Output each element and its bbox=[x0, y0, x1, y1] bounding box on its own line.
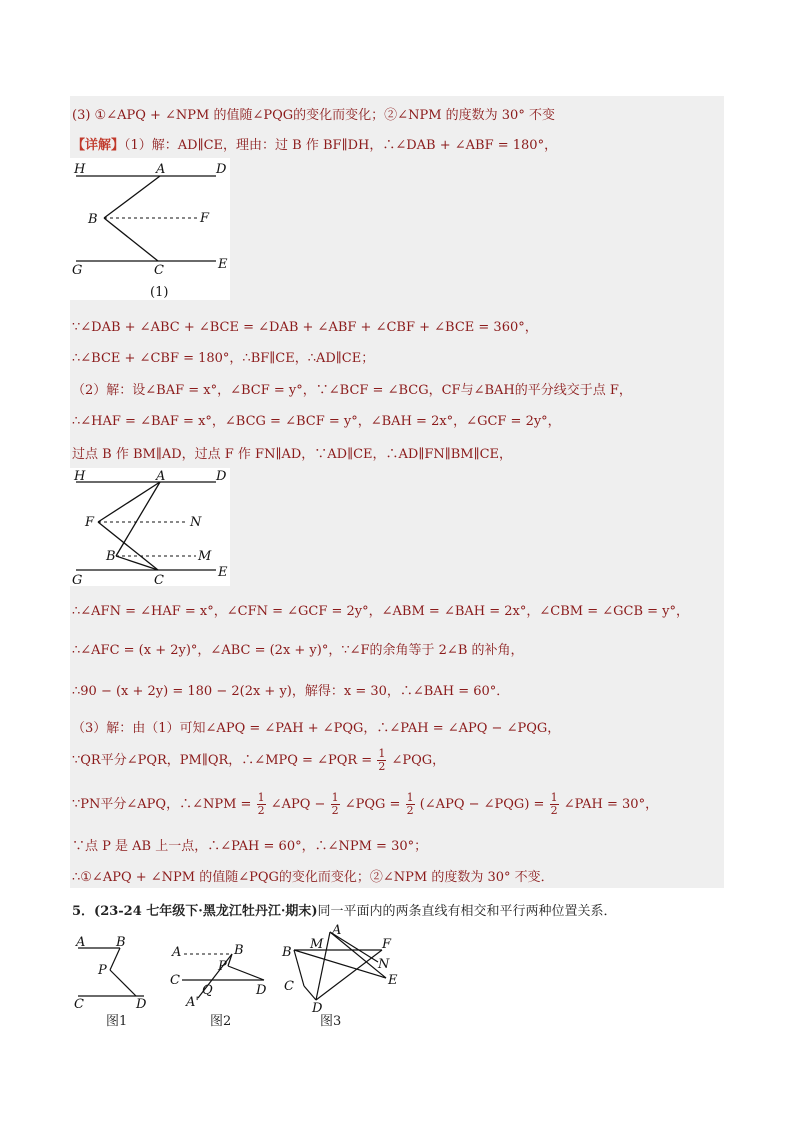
label-B: B bbox=[282, 945, 292, 960]
label-A: A bbox=[76, 935, 86, 950]
fraction-numerator: 1 bbox=[331, 791, 339, 804]
fraction-half bbox=[550, 792, 559, 817]
figure-1-caption: (1) bbox=[150, 285, 169, 300]
line-a: ∵∠DAB + ∠ABC + ∠BCE = ∠DAB + ∠ABF + ∠CBF + ∠BCE = 360°， bbox=[72, 320, 538, 335]
detail-text: （1）解：AD∥CE，理由：过 B 作 BF∥DH，∴∠DAB + ∠ABF = 180°， bbox=[124, 138, 558, 153]
fraction-denominator: 2 bbox=[550, 804, 558, 817]
label-D: D bbox=[216, 162, 227, 177]
label-D: D bbox=[136, 997, 147, 1012]
question-5 bbox=[72, 900, 617, 919]
label-E: E bbox=[218, 565, 228, 580]
line-j bbox=[72, 748, 445, 773]
line-j-part2: ∠PQG， bbox=[391, 753, 446, 768]
q5-figure-2 bbox=[168, 938, 272, 1012]
fraction-numerator: 1 bbox=[550, 791, 558, 804]
figure-2 bbox=[70, 468, 230, 586]
label-C: C bbox=[170, 973, 180, 988]
label-A-prime: A' bbox=[186, 995, 199, 1010]
label-A: A bbox=[156, 162, 166, 177]
label-A: A bbox=[172, 945, 182, 960]
line-k-part3: ∠PQG = bbox=[344, 797, 401, 812]
label-B: B bbox=[88, 212, 98, 227]
line-k-part1: ∵PN平分∠APQ，∴∠NPM = bbox=[72, 797, 252, 812]
detail-tag: 【详解】 bbox=[72, 138, 125, 153]
label-B: B bbox=[234, 943, 244, 958]
fraction-half bbox=[406, 792, 415, 817]
caption-figure-1: 图1 bbox=[106, 1014, 128, 1029]
label-N: N bbox=[190, 515, 202, 530]
line-i: （3）解：由（1）可知∠APQ = ∠PAH + ∠PQG，∴∠PAH = ∠APQ − ∠PQG， bbox=[72, 721, 561, 736]
fraction-denominator: 2 bbox=[331, 804, 339, 817]
label-C: C bbox=[284, 979, 294, 994]
label-M: M bbox=[198, 549, 212, 564]
line-j-part1: ∵QR平分∠PQR，PM∥QR，∴∠MPQ = ∠PQR = bbox=[72, 753, 373, 768]
line-g: ∴∠AFC = (x + 2y)°，∠ABC = (2x + y)°，∵∠F的余角等于 2∠B 的补角， bbox=[72, 643, 524, 658]
label-F: F bbox=[85, 515, 95, 530]
label-A: A bbox=[156, 469, 166, 484]
label-F: F bbox=[382, 937, 392, 952]
fraction-denominator: 2 bbox=[406, 804, 414, 817]
label-C: C bbox=[74, 997, 84, 1012]
line-k bbox=[72, 792, 658, 817]
line-d: ∴∠HAF = ∠BAF = x°，∠BCG = ∠BCF = y°，∠BAH = 2x°，∠GCF = 2y°， bbox=[72, 414, 561, 429]
label-D: D bbox=[216, 469, 227, 484]
detail-line bbox=[72, 134, 557, 153]
fraction-numerator: 1 bbox=[406, 791, 414, 804]
label-P: P bbox=[218, 959, 227, 974]
fraction-half bbox=[377, 748, 386, 773]
figure-1 bbox=[70, 158, 230, 300]
caption-figure-3: 图3 bbox=[320, 1014, 342, 1029]
line-e: 过点 B 作 BM∥AD，过点 F 作 FN∥AD，∵AD∥CE，∴AD∥FN∥BM∥CE， bbox=[72, 447, 513, 462]
label-D: D bbox=[256, 983, 267, 998]
question-source: (23-24 七年级下·黑龙江牡丹江·期末) bbox=[94, 904, 318, 919]
label-Q: Q bbox=[202, 983, 213, 998]
label-B: B bbox=[116, 935, 126, 950]
label-F: F bbox=[200, 211, 210, 226]
label-C: C bbox=[154, 263, 164, 278]
line-k-part2: ∠APQ − bbox=[270, 797, 326, 812]
label-B: B bbox=[106, 549, 116, 564]
fraction-half bbox=[257, 792, 266, 817]
line-c: （2）解：设∠BAF = x°，∠BCF = y°，∵∠BCF = ∠BCG，CF与∠BAH的平分线交于点 F， bbox=[72, 383, 632, 398]
q5-figure-3 bbox=[280, 924, 404, 1012]
label-H: H bbox=[74, 469, 86, 484]
label-G: G bbox=[72, 573, 83, 586]
answer-part3: (3) ①∠APQ + ∠NPM 的值随∠PQG的变化而变化；②∠NPM 的度数为 30° 不变 bbox=[72, 108, 555, 123]
label-P: P bbox=[98, 963, 107, 978]
label-G: G bbox=[72, 263, 83, 278]
line-k-part5: ∠PAH = 30°， bbox=[563, 797, 659, 812]
label-N: N bbox=[378, 957, 390, 972]
line-k-part4: (∠APQ − ∠PQG) = bbox=[419, 797, 545, 812]
line-b: ∴∠BCE + ∠CBF = 180°，∴BF∥CE，∴AD∥CE； bbox=[72, 351, 375, 366]
fraction-numerator: 1 bbox=[257, 791, 265, 804]
fraction-half bbox=[331, 792, 340, 817]
line-l: ∵点 P 是 AB 上一点，∴∠PAH = 60°，∴∠NPM = 30°； bbox=[72, 839, 428, 854]
fraction-denominator: 2 bbox=[257, 804, 265, 817]
label-A: A bbox=[332, 924, 342, 938]
label-E: E bbox=[218, 257, 228, 272]
label-C: C bbox=[154, 573, 164, 586]
label-E: E bbox=[388, 973, 398, 988]
fraction-numerator: 1 bbox=[378, 747, 386, 760]
fraction-denominator: 2 bbox=[378, 760, 386, 773]
question-number: 5． bbox=[72, 904, 95, 919]
question-text: 同一平面内的两条直线有相交和平行两种位置关系． bbox=[317, 904, 617, 919]
line-m: ∴①∠APQ + ∠NPM 的值随∠PQG的变化而变化；②∠NPM 的度数为 30° 不变． bbox=[72, 870, 554, 885]
line-f: ∴∠AFN = ∠HAF = x°，∠CFN = ∠GCF = 2y°，∠ABM = ∠BAH = 2x°，∠CBM = ∠GCB = y°， bbox=[72, 604, 690, 619]
line-h: ∴90 − (x + 2y) = 180 − 2(2x + y)，解得：x = 30，∴∠BAH = 60°． bbox=[72, 684, 510, 699]
caption-figure-2: 图2 bbox=[210, 1014, 232, 1029]
label-D: D bbox=[312, 1001, 323, 1012]
label-M: M bbox=[310, 937, 324, 952]
q5-figure-1 bbox=[74, 930, 154, 1012]
label-H: H bbox=[74, 162, 86, 177]
